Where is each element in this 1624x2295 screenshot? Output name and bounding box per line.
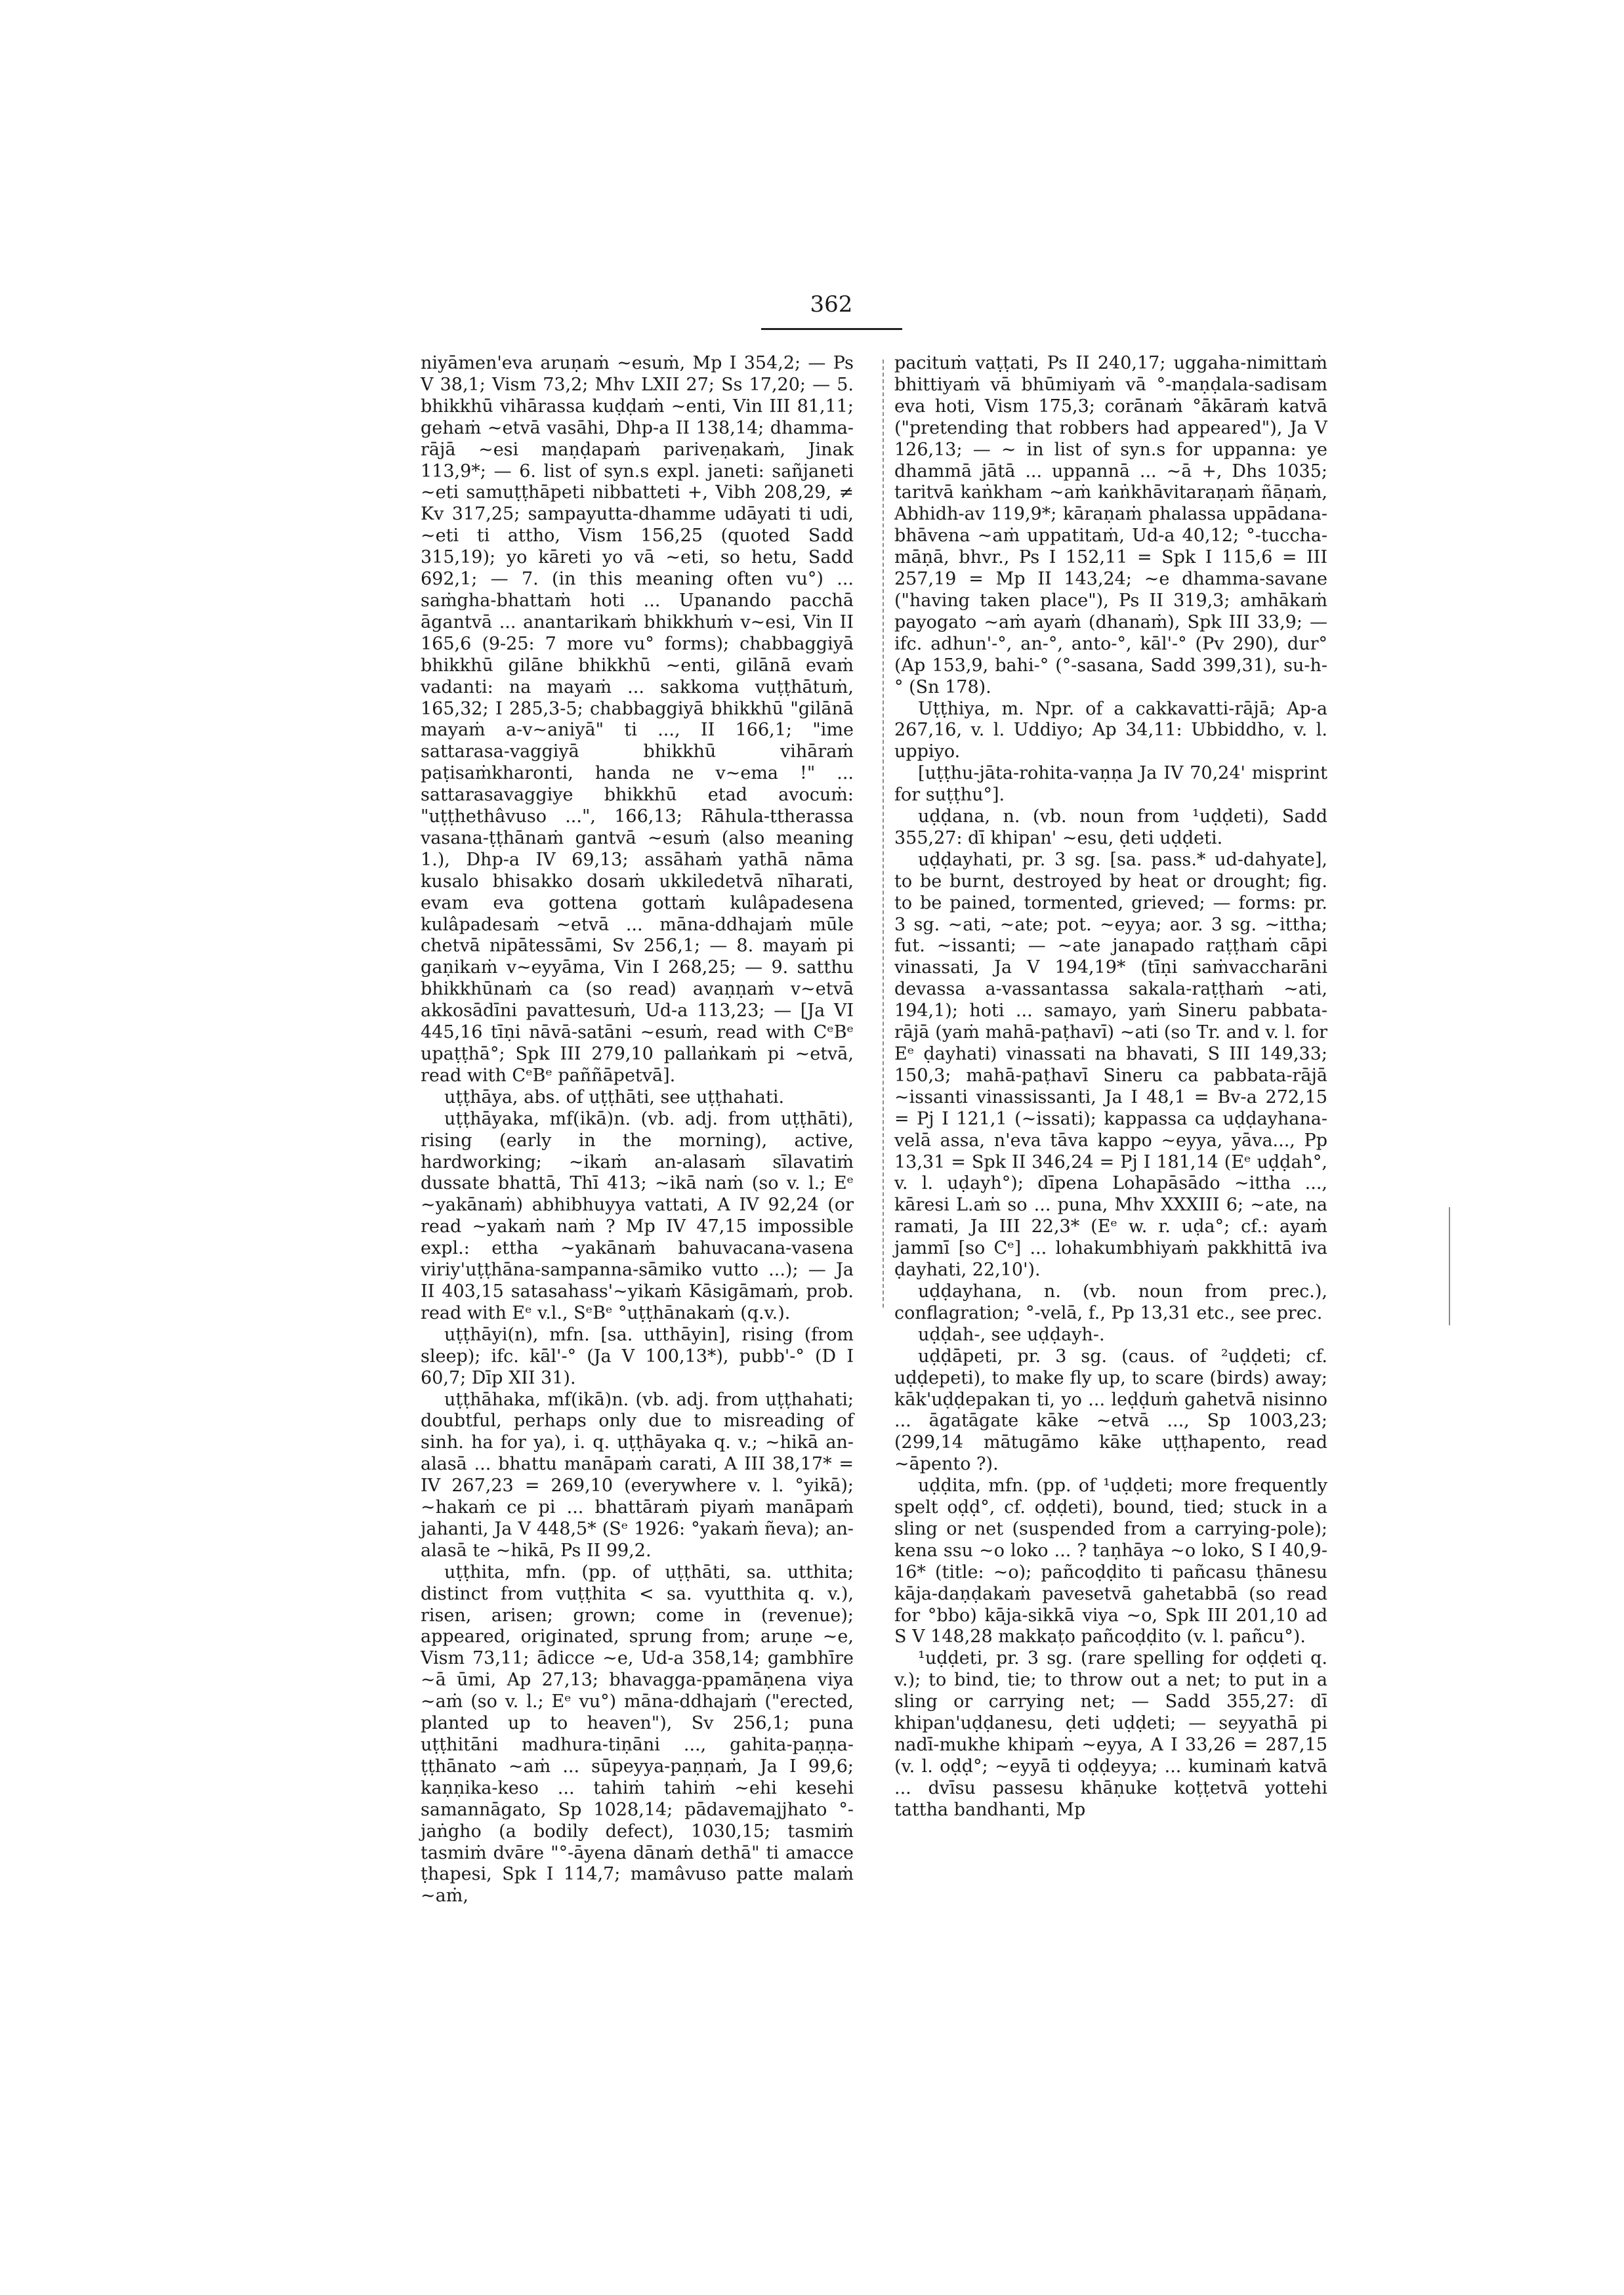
page-number-rule xyxy=(761,328,902,330)
dictionary-entry: uḍḍita, mfn. (pp. of ¹uḍḍeti; more frequently spelt oḍḍ°, cf. oḍḍeti), bound, tied; stuck in a sling or net (suspended from a carrying-pole); kena ssu ~o loko ... ? taṇhāya ~o loko, S I 40,9-16* (title: ~o); pañcoḍḍito ti pañcasu ṭhānesu kāja-daṇḍakaṁ pavesetvā gahetabbā (so read for °bbo) kāja-sikkā viya ~o, Spk III 201,10 ad S V 148,28 makkaṭo pañcoḍḍito (v. l. pañcu°). xyxy=(894,1476,1327,1647)
dictionary-column-left xyxy=(421,353,854,1907)
dictionary-entry: uṭṭhāya, abs. of uṭṭhāti, see uṭṭhahati. xyxy=(444,1086,785,1107)
dictionary-column-right xyxy=(894,353,1327,1821)
margin-mark xyxy=(1449,1207,1450,1325)
dictionary-entry: uṭṭhāyi(n), mfn. [sa. utthāyin], rising (from sleep); ifc. kāl'-° (Ja V 100,13*), pubb'-° (D I 60,7; Dīp XII 31). xyxy=(421,1324,854,1388)
dictionary-entry: ¹uḍḍeti, pr. 3 sg. (rare spelling for oḍḍeti q. v.); to bind, tie; to throw out a net; to put in a sling or carrying net; — Sadd 355,27: dī khipan'uḍḍanesu, ḍeti uḍḍeti; — seyyathā pi nadī-mukhe khipaṁ ~eyya, A I 33,26 = 287,15 (v. l. oḍḍ°; ~eyyā ti oḍḍeyya; ... kuminaṁ katvā ... dvīsu passesu khāṇuke koṭṭetvā yottehi tattha bandhanti, Mp xyxy=(894,1648,1327,1820)
dictionary-entry: uḍḍana, n. (vb. noun from ¹uḍḍeti), Sadd 355,27: dī khipan' ~esu, ḍeti uḍḍeti. xyxy=(894,806,1327,848)
dictionary-entry: uṭṭhāhaka, mf(ikā)n. (vb. adj. from uṭṭhahati; doubtful, perhaps only due to misreading of sinh. ha for ya), i. q. uṭṭhāyaka q. v.; ~hikā an-alasā ... bhattu manāpaṁ carati, A III 38,17* = IV 267,23 = 269,10 (everywhere v. l. °yikā); ~hakaṁ ce pi ... bhattāraṁ piyaṁ manāpaṁ jahanti, Ja V 448,5* (Sᵉ 1926: °yakaṁ ñeva); an-alasā te ~hikā, Ps II 99,2. xyxy=(421,1389,854,1561)
entry-continuation: niyāmen'eva aruṇaṁ ~esuṁ, Mp I 354,2; — Ps V 38,1; Vism 73,2; Mhv LXII 27; Ss 17,20; — 5. bhikkhū vihārassa kuḍḍaṁ ~enti, Vin III 81,11; gehaṁ ~etvā vasāhi, Dhp-a II 138,14; dhamma-rājā ~esi maṇḍapaṁ pariveṇakaṁ, Jinak 113,9*; — 6. list of syn.s expl. janeti: sañjaneti ~eti samuṭṭhāpeti nibbatteti +, Vibh 208,29, ≠ Kv 317,25; sampayutta-dhamme udāyati ti udi, ~eti ti attho, Vism 156,25 (quoted Sadd 315,19); yo kāreti yo vā ~eti, so hetu, Sadd 692,1; — 7. (in this meaning often vu°) ... saṁgha-bhattaṁ hoti ... Upanando pacchā āgantvā ... anantarikaṁ bhikkhuṁ v~esi, Vin II 165,6 (9-25: 7 more vu° forms); chabbaggiyā bhikkhū gilāne bhikkhū ~enti, gilānā evaṁ vadanti: na mayaṁ ... sakkoma vuṭṭhātuṁ, 165,32; I 285,3-5; chabbaggiyā bhikkhū "gilānā mayaṁ a-v~aniyā" ti ..., II 166,1; "ime sattarasa-vaggiyā bhikkhū vihāraṁ paṭisaṁkharonti, handa ne v~ema !" ... sattarasavaggiye bhikkhū etad avocuṁ: "uṭṭhethâvuso ...", 166,13; Rāhula-ttherassa vasana-ṭṭhānaṁ gantvā ~esuṁ (also meaning 1.), Dhp-a IV 69,13; assāhaṁ yathā nāma kusalo bhisakko dosaṁ ukkiledetvā nīharati, evam eva gottena gottaṁ kulâpadesena kulâpadesaṁ ~etvā ... māna-ddhajaṁ mūle chetvā nipātessāmi, Sv 256,1; — 8. mayaṁ pi gaṇikaṁ v~eyyāma, Vin I 268,25; — 9. satthu bhikkhūnaṁ ca (so read) avaṇṇaṁ v~etvā akkosādīni pavattesuṁ, Ud-a 113,23; — [Ja VI 445,16 tīṇi nāvā-satāni ~esuṁ, read with CᵉBᵉ upaṭṭhā°; Spk III 279,10 pallaṅkaṁ pi ~etvā, read with CᵉBᵉ paññāpetvā]. xyxy=(421,353,854,1086)
dictionary-entry: uḍḍayhana, n. (vb. noun from prec.), conflagration; °-velā, f., Pp 13,31 etc., see prec. xyxy=(894,1281,1327,1323)
entry-continuation: pacituṁ vaṭṭati, Ps II 240,17; uggaha-nimittaṁ bhittiyaṁ vā bhūmiyaṁ vā °-maṇḍala-sadisam eva hoti, Vism 175,3; corānaṁ °ākāraṁ katvā ("pretending that robbers had appeared"), Ja V 126,13; — ~ in list of syn.s for uppanna: ye dhammā jātā ... uppannā ... ~ā +, Dhs 1035; taritvā kaṅkham ~aṁ kaṅkhāvitaraṇaṁ ñāṇaṁ, Abhidh-av 119,9*; kāraṇaṁ phalassa uppādana-bhāvena ~aṁ uppatitaṁ, Ud-a 40,12; °-tuccha-māṇā, bhvr., Ps I 152,11 = Spk I 115,6 = III 257,19 = Mp II 143,24; ~e dhamma-savane ("having taken place"), Ps II 319,3; amhākaṁ payogato ~aṁ ayaṁ (dhanaṁ), Spk III 33,9; — ifc. adhun'-°, an-°, anto-°, kāl'-° (Pv 290), dur° (Ap 153,9, bahi-° (°-sasana, Sadd 399,31), su-h-° (Sn 178). xyxy=(894,353,1327,697)
dictionary-entry: uḍḍah-, see uḍḍayh-. xyxy=(918,1324,1105,1345)
dictionary-entry: uṭṭhāyaka, mf(ikā)n. (vb. adj. from uṭṭhāti), rising (early in the morning), active, hardworking; ~ikaṁ an-alasaṁ sīlavatiṁ dussate bhattā, Thī 413; ~ikā naṁ (so v. l.; Eᵉ ~yakānaṁ) abhibhuyya vattati, A IV 92,24 (or read ~yakaṁ naṁ ? Mp IV 47,15 impossible expl.: ettha ~yakānaṁ bahuvacana-vasena viriy'uṭṭhāna-sampanna-sāmiko vutto ...); — Ja II 403,15 satasahass'~yikaṁ Kāsigāmaṁ, prob. read with Eᵉ v.l., SᵉBᵉ °uṭṭhānakaṁ (q.v.). xyxy=(421,1108,854,1323)
dictionary-entry: uḍḍāpeti, pr. 3 sg. (caus. of ²uḍḍeti; cf. uḍḍepeti), to make fly up, to scare (birds) away; kāk'uḍḍepakan ti, yo ... leḍḍuṁ gahetvā nisinno ... āgatāgate kāke ~etvā ..., Sp 1003,23; (299,14 mātugāmo kāke uṭṭhapento, read ~āpento ?). xyxy=(894,1346,1327,1475)
dictionary-entry: uṭṭhita, mfn. (pp. of uṭṭhāti, sa. utthita; distinct from vuṭṭhita < sa. vyutthita q. v.), risen, arisen; grown; come in (revenue); appeared, originated, sprung from; aruṇe ~e, Vism 73,11; ādicce ~e, Ud-a 358,14; gambhīre ~ā ūmi, Ap 27,13; bhavagga-ppamāṇena viya ~aṁ (so v. l.; Eᵉ vu°) māna-ddhajaṁ ("erected, planted up to heaven"), Sv 256,1; puna uṭṭhitāni madhura-tiṇāni ..., gahita-paṇṇa-ṭṭhānato ~aṁ ... sūpeyya-paṇṇaṁ, Ja I 99,6; kaṇṇika-keso ... tahiṁ tahiṁ ~ehi kesehi samannāgato, Sp 1028,14; pādavemajjhato °-jaṅgho (a bodily defect), 1030,15; tasmiṁ tasmiṁ dvāre "°-āyena dānaṁ dethā" ti amacce ṭhapesi, Spk I 114,7; mamâvuso patte malaṁ ~aṁ, xyxy=(421,1561,854,1907)
dictionary-entry: [uṭṭhu-jāta-rohita-vaṇṇa Ja IV 70,24' misprint for suṭṭhu°]. xyxy=(894,763,1327,806)
dictionary-entry: uḍḍayhati, pr. 3 sg. [sa. pass.* ud-dahyate], to be burnt, destroyed by heat or drought; fig. to be pained, tormented, grieved; — forms: pr. 3 sg. ~ati, ~ate; pot. ~eyya; aor. 3 sg. ~ittha; fut. ~issanti; — ~ate janapado raṭṭhaṁ cāpi vinassati, Ja V 194,19* (tīṇi saṁvaccharāni devassa a-vassantassa sakala-raṭṭhaṁ ~ati, 194,1); hoti ... samayo, yaṁ Sineru pabbata-rājā (yaṁ mahā-paṭhavī) ~ati (so Tr. and v. l. for Eᵉ ḍayhati) vinassati na bhavati, S III 149,33; 150,3; mahā-paṭhavī Sineru ca pabbata-rājā ~issanti vinassissanti, Ja I 48,1 = Bv-a 272,15 = Pj I 121,1 (~issati); kappassa ca uḍḍayhana-velā assa, n'eva tāva kappo ~eyya, yāva..., Pp 13,31 = Spk II 346,24 = Pj I 181,14 (Eᵉ uḍḍah°, v. l. uḍayh°); dīpena Lohapāsādo ~ittha ..., kāresi L.aṁ so ... puna, Mhv XXXIII 6; ~ate, na ramati, Ja III 22,3* (Eᵉ w. r. uḍa°; cf.: ayaṁ jammī [so Cᵉ] ... lohakumbhiyaṁ pakkhittā iva ḍayhati, 22,10'). xyxy=(894,849,1327,1281)
dictionary-entry: Uṭṭhiya, m. Npr. of a cakkavatti-rājā; Ap-a 267,16, v. l. Uddiyo; Ap 34,11: Ubbiddho, v. l. uppiyo. xyxy=(894,698,1327,762)
page-number: 362 xyxy=(810,291,853,318)
column-divider xyxy=(883,360,884,1308)
